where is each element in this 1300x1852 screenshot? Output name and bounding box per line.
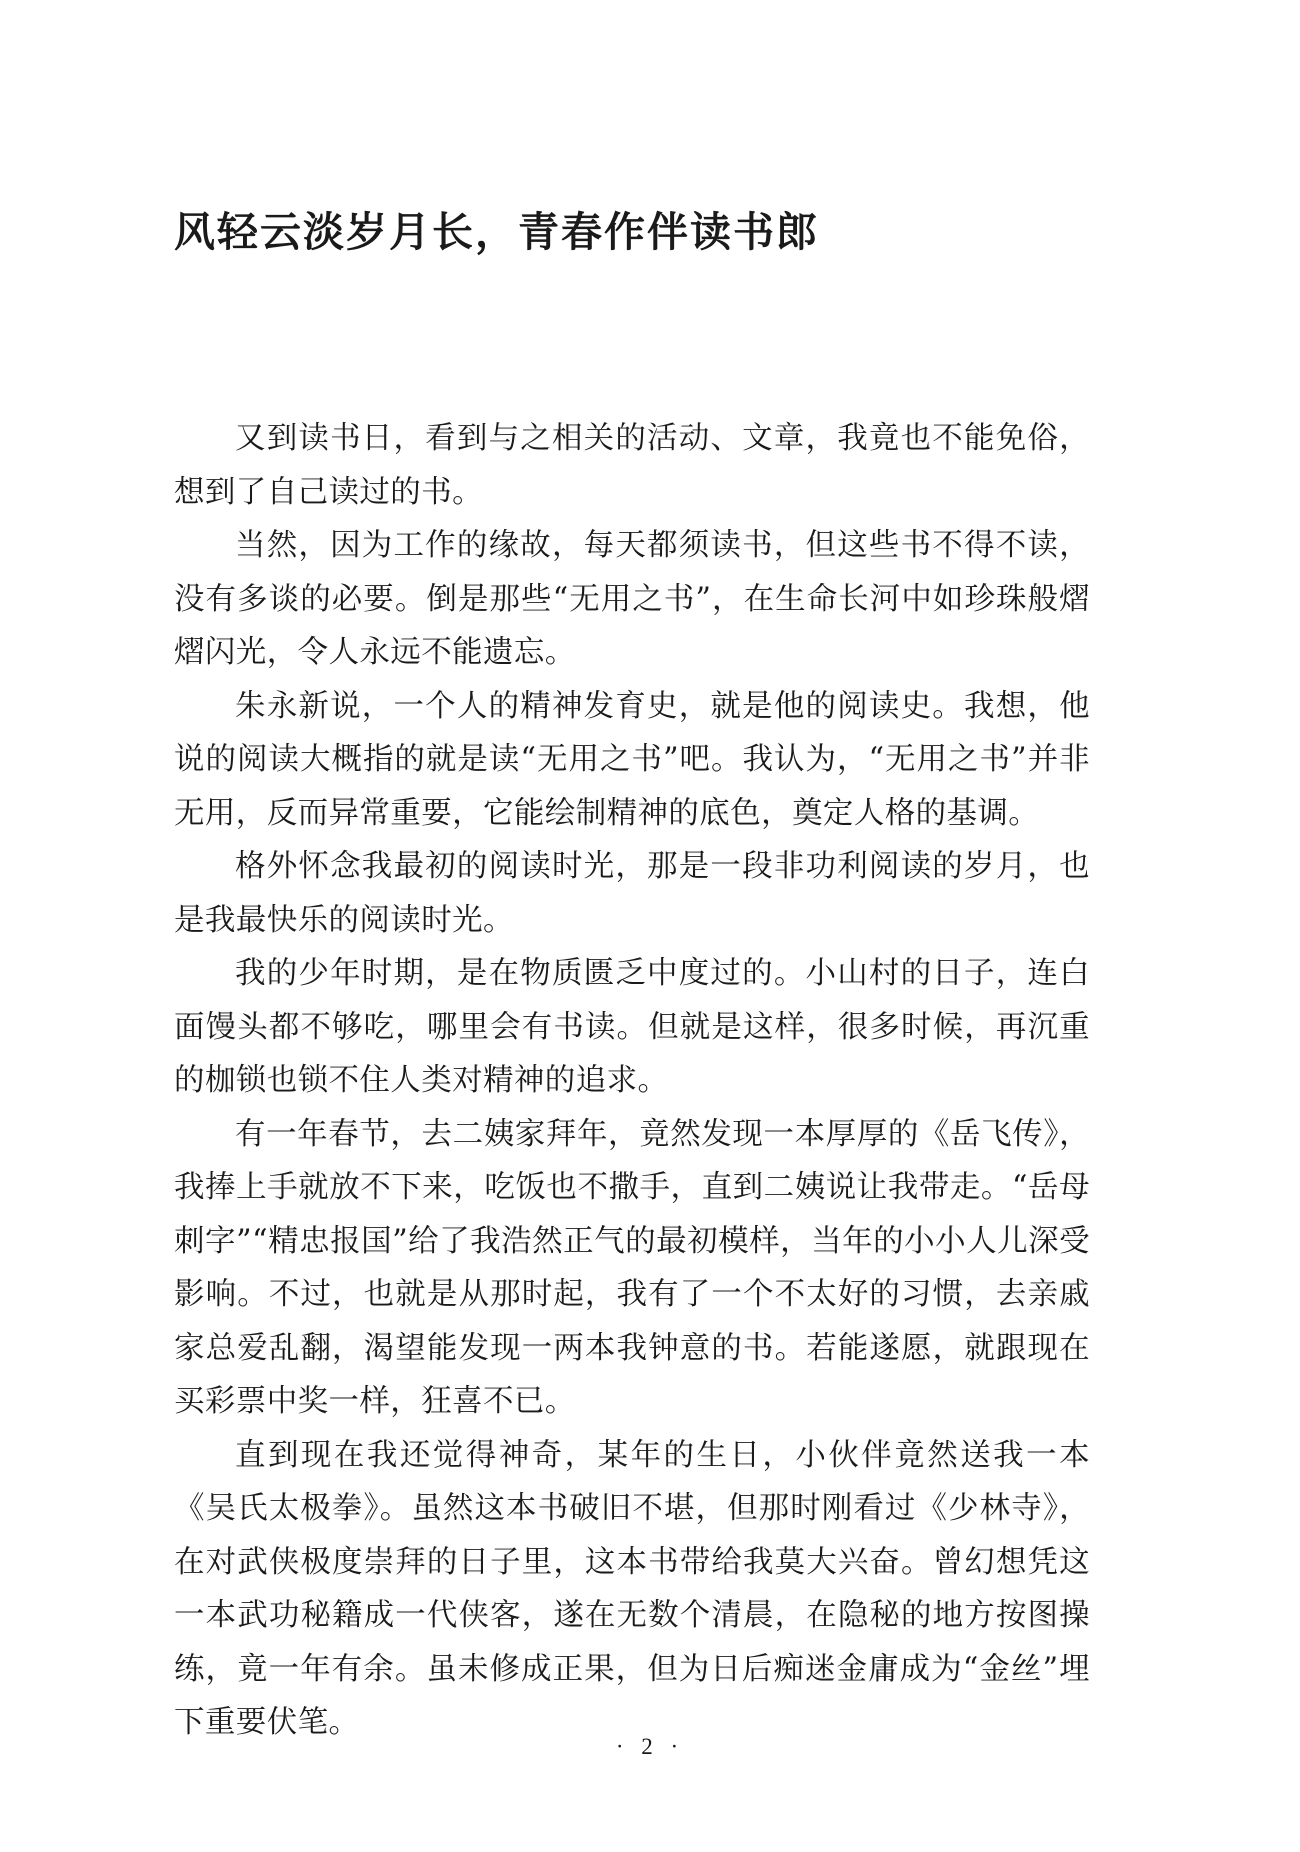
paragraph-7: 直到现在我还觉得神奇，某年的生日，小伙伴竟然送我一本《吴氏太极拳》。虽然这本书破旧不堪，但那时刚看过《少林寺》，在对武侠极度崇拜的日子里，这本书带给我莫大兴奋。曾幻想凭这一本武功秘籍成一代侠客，遂在无数个清晨，在隐秘的地方按图操练，竟一年有余。虽未修成正果，但为日后痴迷金庸成为“金丝”埋下重要伏笔。	[174, 1437, 1090, 1740]
article-body	[174, 412, 1090, 1750]
paragraph-3: 朱永新说，一个人的精神发育史，就是他的阅读史。我想，他说的阅读大概指的就是读“无用之书”吧。我认为，“无用之书”并非无用，反而异常重要，它能绘制精神的底色，奠定人格的基调。	[174, 688, 1090, 831]
page-number: · 2 ·	[615, 1734, 685, 1759]
paragraph-5: 我的少年时期，是在物质匮乏中度过的。小山村的日子，连白面馒头都不够吃，哪里会有书读。但就是这样，很多时候，再沉重的枷锁也锁不住人类对精神的追求。	[174, 956, 1090, 1098]
paragraph-2: 当然，因为工作的缘故，每天都须读书，但这些书不得不读，没有多谈的必要。倒是那些“无用之书”，在生命长河中如珍珠般熠熠闪光，令人永远不能遗忘。	[174, 528, 1090, 670]
paragraph-1: 又到读书日，看到与之相关的活动、文章，我竟也不能免俗，想到了自己读过的书。	[174, 421, 1090, 510]
article-title: 风轻云淡岁月长，青春作伴读书郎	[174, 208, 819, 256]
paragraph-4: 格外怀念我最初的阅读时光，那是一段非功利阅读的岁月，也是我最快乐的阅读时光。	[174, 849, 1090, 938]
paragraph-6: 有一年春节，去二姨家拜年，竟然发现一本厚厚的《岳飞传》，我捧上手就放不下来，吃饭也不撒手，直到二姨说让我带走。“岳母刺字”“精忠报国”给了我浩然正气的最初模样，当年的小小人儿深受影响。不过，也就是从那时起，我有了一个不太好的习惯，去亲戚家总爱乱翻，渴望能发现一两本我钟意的书。若能遂愿，就跟现在买彩票中奖一样，狂喜不已。	[174, 1116, 1090, 1419]
